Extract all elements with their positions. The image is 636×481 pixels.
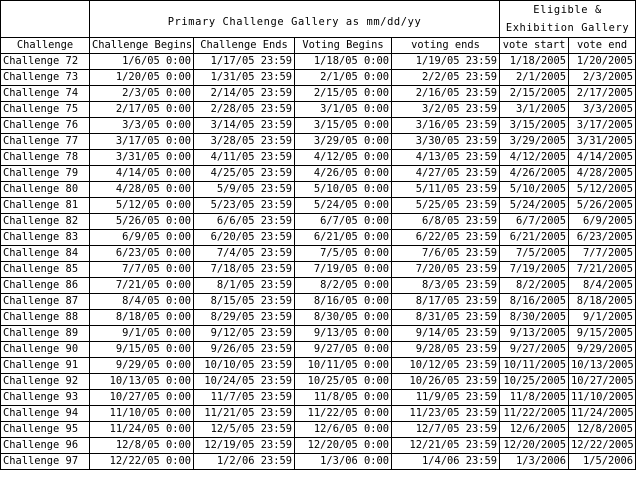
challenge-begins-cell: 12/22/05 0:00 [90,454,194,470]
vote-end-cell: 7/21/2005 [569,262,636,278]
challenge-name-cell: Challenge 74 [1,86,90,102]
challenge-begins-cell: 1/20/05 0:00 [90,70,194,86]
vote-start-cell: 7/5/2005 [500,246,569,262]
voting-begins-cell: 3/15/05 0:00 [295,118,392,134]
table-row [1,326,636,342]
vote-end-cell: 6/23/2005 [569,230,636,246]
challenge-begins-cell: 9/15/05 0:00 [90,342,194,358]
challenge-begins-cell: 1/6/05 0:00 [90,54,194,70]
voting-begins-cell: 2/1/05 0:00 [295,70,392,86]
challenge-ends-cell: 8/1/05 23:59 [194,278,295,294]
challenge-name-cell: Challenge 77 [1,134,90,150]
voting-begins-cell: 6/7/05 0:00 [295,214,392,230]
voting-begins-cell: 9/27/05 0:00 [295,342,392,358]
challenge-name-cell: Challenge 72 [1,54,90,70]
vote-end-cell: 11/10/2005 [569,390,636,406]
challenge-begins-cell: 7/21/05 0:00 [90,278,194,294]
challenge-begins-cell: 3/31/05 0:00 [90,150,194,166]
voting-begins-cell: 12/6/05 0:00 [295,422,392,438]
vote-end-cell: 8/4/2005 [569,278,636,294]
challenge-ends-cell: 2/14/05 23:59 [194,86,295,102]
challenge-ends-cell: 10/10/05 23:59 [194,358,295,374]
challenge-begins-cell: 11/24/05 0:00 [90,422,194,438]
voting-ends-cell: 5/25/05 23:59 [392,198,500,214]
column-header-row [1,38,636,54]
voting-ends-cell: 5/11/05 23:59 [392,182,500,198]
exhibition-gallery-header: Eligible & Exhibition Gallery [500,1,636,38]
challenge-begins-cell: 5/26/05 0:00 [90,214,194,230]
voting-begins-cell: 12/20/05 0:00 [295,438,392,454]
vote-end-cell: 11/24/2005 [569,406,636,422]
vote-start-cell: 10/25/2005 [500,374,569,390]
voting-ends-cell: 11/23/05 23:59 [392,406,500,422]
challenge-name-cell: Challenge 89 [1,326,90,342]
challenge-begins-cell: 11/10/05 0:00 [90,406,194,422]
voting-ends-cell: 3/16/05 23:59 [392,118,500,134]
voting-ends-cell: 4/27/05 23:59 [392,166,500,182]
vote-end-cell: 2/17/2005 [569,86,636,102]
vote-end-cell: 5/12/2005 [569,182,636,198]
vote-start-cell: 12/6/2005 [500,422,569,438]
challenge-begins-cell: 6/9/05 0:00 [90,230,194,246]
voting-ends-cell: 1/19/05 23:59 [392,54,500,70]
vote-end-cell: 2/3/2005 [569,70,636,86]
challenge-name-cell: Challenge 93 [1,390,90,406]
challenge-ends-cell: 12/5/05 23:59 [194,422,295,438]
voting-ends-cell: 9/28/05 23:59 [392,342,500,358]
vote-start-cell: 8/2/2005 [500,278,569,294]
table-row [1,310,636,326]
vote-start-cell: 12/20/2005 [500,438,569,454]
challenge-ends-cell: 1/2/06 23:59 [194,454,295,470]
table-row [1,102,636,118]
challenge-begins-cell: 3/3/05 0:00 [90,118,194,134]
vote-end-cell: 10/13/2005 [569,358,636,374]
voting-ends-cell: 2/2/05 23:59 [392,70,500,86]
vote-start-cell: 8/30/2005 [500,310,569,326]
voting-begins-cell: 2/15/05 0:00 [295,86,392,102]
voting-ends-cell: 3/2/05 23:59 [392,102,500,118]
vote-end-cell: 6/9/2005 [569,214,636,230]
voting-begins-cell: 6/21/05 0:00 [295,230,392,246]
voting-ends-cell: 12/7/05 23:59 [392,422,500,438]
vote-start-cell: 8/16/2005 [500,294,569,310]
voting-begins-cell: 3/29/05 0:00 [295,134,392,150]
voting-begins-cell: 4/12/05 0:00 [295,150,392,166]
vote-start-cell: 11/22/2005 [500,406,569,422]
col-header-challenge-begins: Challenge Begins [90,38,194,54]
vote-start-cell: 5/10/2005 [500,182,569,198]
challenge-ends-cell: 11/7/05 23:59 [194,390,295,406]
table-row [1,86,636,102]
table-row [1,294,636,310]
vote-start-cell: 2/1/2005 [500,70,569,86]
challenge-ends-cell: 5/23/05 23:59 [194,198,295,214]
table-row [1,214,636,230]
vote-end-cell: 4/14/2005 [569,150,636,166]
voting-begins-cell: 11/22/05 0:00 [295,406,392,422]
vote-start-cell: 3/29/2005 [500,134,569,150]
voting-ends-cell: 6/8/05 23:59 [392,214,500,230]
challenge-ends-cell: 6/20/05 23:59 [194,230,295,246]
vote-end-cell: 9/29/2005 [569,342,636,358]
challenge-ends-cell: 12/19/05 23:59 [194,438,295,454]
table-row [1,342,636,358]
col-header-challenge-ends: Challenge Ends [194,38,295,54]
table-row [1,390,636,406]
challenge-ends-cell: 1/17/05 23:59 [194,54,295,70]
vote-start-cell: 1/18/2005 [500,54,569,70]
challenge-begins-cell: 3/17/05 0:00 [90,134,194,150]
vote-start-cell: 10/11/2005 [500,358,569,374]
col-header-voting-begins: Voting Begins [295,38,392,54]
vote-end-cell: 5/26/2005 [569,198,636,214]
table-row [1,230,636,246]
challenge-name-cell: Challenge 86 [1,278,90,294]
challenge-begins-cell: 4/14/05 0:00 [90,166,194,182]
vote-start-cell: 5/24/2005 [500,198,569,214]
vote-start-cell: 7/19/2005 [500,262,569,278]
table-row [1,198,636,214]
challenge-ends-cell: 9/12/05 23:59 [194,326,295,342]
vote-start-cell: 4/26/2005 [500,166,569,182]
challenge-ends-cell: 3/14/05 23:59 [194,118,295,134]
table-row [1,262,636,278]
table-row [1,358,636,374]
vote-end-cell: 9/15/2005 [569,326,636,342]
challenge-name-cell: Challenge 82 [1,214,90,230]
challenge-begins-cell: 4/28/05 0:00 [90,182,194,198]
challenge-ends-cell: 3/28/05 23:59 [194,134,295,150]
voting-begins-cell: 8/2/05 0:00 [295,278,392,294]
table-row [1,278,636,294]
vote-start-cell: 3/15/2005 [500,118,569,134]
voting-ends-cell: 6/22/05 23:59 [392,230,500,246]
vote-end-cell: 1/5/2006 [569,454,636,470]
challenge-name-cell: Challenge 80 [1,182,90,198]
challenge-name-cell: Challenge 84 [1,246,90,262]
voting-ends-cell: 7/6/05 23:59 [392,246,500,262]
challenge-ends-cell: 11/21/05 23:59 [194,406,295,422]
voting-begins-cell: 8/16/05 0:00 [295,294,392,310]
challenge-ends-cell: 10/24/05 23:59 [194,374,295,390]
challenge-ends-cell: 4/11/05 23:59 [194,150,295,166]
col-header-vote-end: vote end [569,38,636,54]
voting-begins-cell: 3/1/05 0:00 [295,102,392,118]
col-header-challenge: Challenge [1,38,90,54]
challenge-begins-cell: 7/7/05 0:00 [90,262,194,278]
primary-gallery-header: Primary Challenge Gallery as mm/dd/yy [90,1,500,38]
voting-ends-cell: 10/12/05 23:59 [392,358,500,374]
table-row [1,150,636,166]
challenge-name-cell: Challenge 83 [1,230,90,246]
voting-ends-cell: 8/3/05 23:59 [392,278,500,294]
vote-start-cell: 1/3/2006 [500,454,569,470]
voting-begins-cell: 8/30/05 0:00 [295,310,392,326]
vote-start-cell: 6/21/2005 [500,230,569,246]
voting-begins-cell: 7/19/05 0:00 [295,262,392,278]
table-row [1,182,636,198]
table-row [1,374,636,390]
vote-end-cell: 12/22/2005 [569,438,636,454]
vote-start-cell: 4/12/2005 [500,150,569,166]
challenge-name-cell: Challenge 88 [1,310,90,326]
voting-begins-cell: 10/25/05 0:00 [295,374,392,390]
challenge-begins-cell: 5/12/05 0:00 [90,198,194,214]
challenge-name-cell: Challenge 90 [1,342,90,358]
table-row [1,246,636,262]
voting-ends-cell: 10/26/05 23:59 [392,374,500,390]
challenge-begins-cell: 2/17/05 0:00 [90,102,194,118]
table-row [1,70,636,86]
table-row [1,454,636,470]
vote-end-cell: 9/1/2005 [569,310,636,326]
challenge-ends-cell: 8/15/05 23:59 [194,294,295,310]
voting-begins-cell: 5/24/05 0:00 [295,198,392,214]
voting-ends-cell: 4/13/05 23:59 [392,150,500,166]
voting-begins-cell: 11/8/05 0:00 [295,390,392,406]
challenge-name-cell: Challenge 81 [1,198,90,214]
vote-start-cell: 11/8/2005 [500,390,569,406]
voting-begins-cell: 7/5/05 0:00 [295,246,392,262]
voting-begins-cell: 5/10/05 0:00 [295,182,392,198]
vote-end-cell: 1/20/2005 [569,54,636,70]
vote-start-cell: 2/15/2005 [500,86,569,102]
vote-start-cell: 6/7/2005 [500,214,569,230]
vote-end-cell: 8/18/2005 [569,294,636,310]
challenge-begins-cell: 12/8/05 0:00 [90,438,194,454]
voting-ends-cell: 12/21/05 23:59 [392,438,500,454]
voting-begins-cell: 9/13/05 0:00 [295,326,392,342]
group-header-row [1,1,636,38]
challenge-name-cell: Challenge 76 [1,118,90,134]
challenge-name-cell: Challenge 95 [1,422,90,438]
voting-ends-cell: 7/20/05 23:59 [392,262,500,278]
challenge-begins-cell: 8/4/05 0:00 [90,294,194,310]
vote-end-cell: 3/3/2005 [569,102,636,118]
challenge-ends-cell: 1/31/05 23:59 [194,70,295,86]
voting-begins-cell: 4/26/05 0:00 [295,166,392,182]
voting-ends-cell: 11/9/05 23:59 [392,390,500,406]
table-row [1,134,636,150]
challenge-begins-cell: 8/18/05 0:00 [90,310,194,326]
table-row [1,438,636,454]
col-header-voting-ends: voting ends [392,38,500,54]
vote-start-cell: 9/13/2005 [500,326,569,342]
vote-end-cell: 7/7/2005 [569,246,636,262]
voting-begins-cell: 1/18/05 0:00 [295,54,392,70]
col-header-vote-start: vote start [500,38,569,54]
challenge-begins-cell: 10/13/05 0:00 [90,374,194,390]
challenge-begins-cell: 9/1/05 0:00 [90,326,194,342]
voting-ends-cell: 8/17/05 23:59 [392,294,500,310]
vote-end-cell: 12/8/2005 [569,422,636,438]
challenge-begins-cell: 10/27/05 0:00 [90,390,194,406]
challenge-name-cell: Challenge 97 [1,454,90,470]
challenge-name-cell: Challenge 73 [1,70,90,86]
group-header-blank [1,1,90,38]
challenge-ends-cell: 9/26/05 23:59 [194,342,295,358]
voting-begins-cell: 10/11/05 0:00 [295,358,392,374]
challenge-ends-cell: 5/9/05 23:59 [194,182,295,198]
challenge-ends-cell: 8/29/05 23:59 [194,310,295,326]
table-row [1,166,636,182]
vote-start-cell: 9/27/2005 [500,342,569,358]
vote-end-cell: 10/27/2005 [569,374,636,390]
challenge-name-cell: Challenge 79 [1,166,90,182]
challenge-name-cell: Challenge 85 [1,262,90,278]
challenge-begins-cell: 9/29/05 0:00 [90,358,194,374]
voting-ends-cell: 3/30/05 23:59 [392,134,500,150]
table-row [1,118,636,134]
table-row [1,406,636,422]
table-row [1,422,636,438]
vote-end-cell: 3/17/2005 [569,118,636,134]
challenge-ends-cell: 4/25/05 23:59 [194,166,295,182]
challenge-name-cell: Challenge 92 [1,374,90,390]
challenge-name-cell: Challenge 94 [1,406,90,422]
challenge-ends-cell: 2/28/05 23:59 [194,102,295,118]
challenge-name-cell: Challenge 87 [1,294,90,310]
vote-end-cell: 3/31/2005 [569,134,636,150]
voting-ends-cell: 1/4/06 23:59 [392,454,500,470]
challenge-name-cell: Challenge 78 [1,150,90,166]
challenge-begins-cell: 2/3/05 0:00 [90,86,194,102]
voting-ends-cell: 2/16/05 23:59 [392,86,500,102]
voting-ends-cell: 8/31/05 23:59 [392,310,500,326]
challenge-ends-cell: 7/4/05 23:59 [194,246,295,262]
challenge-name-cell: Challenge 91 [1,358,90,374]
voting-begins-cell: 1/3/06 0:00 [295,454,392,470]
challenge-begins-cell: 6/23/05 0:00 [90,246,194,262]
challenge-ends-cell: 7/18/05 23:59 [194,262,295,278]
challenge-name-cell: Challenge 75 [1,102,90,118]
challenge-ends-cell: 6/6/05 23:59 [194,214,295,230]
challenge-name-cell: Challenge 96 [1,438,90,454]
voting-ends-cell: 9/14/05 23:59 [392,326,500,342]
vote-start-cell: 3/1/2005 [500,102,569,118]
table-body [1,54,636,470]
vote-end-cell: 4/28/2005 [569,166,636,182]
table-row [1,54,636,70]
